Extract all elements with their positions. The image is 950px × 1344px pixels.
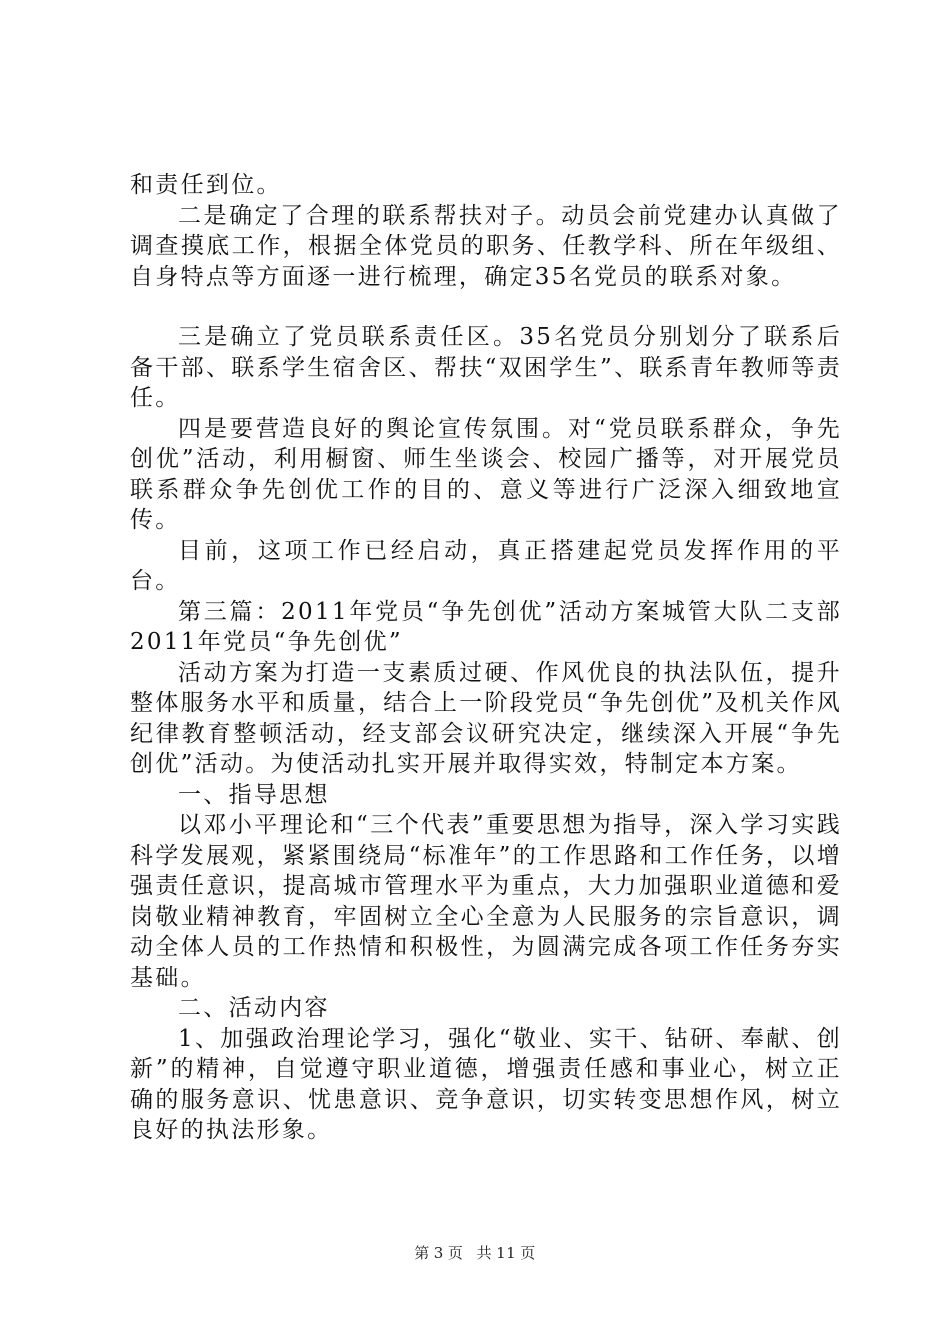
paragraph-item-3: 三是确立了党员联系责任区。35名党员分别划分了联系后备干部、联系学生宿舍区、帮扶“双困学生”、联系青年教师等责任。 [130,324,842,411]
paragraph-continuation: 和责任到位。 [130,172,282,198]
paragraph-item-2: 二是确定了合理的联系帮扶对子。动员会前党建办认真做了调查摸底工作，根据全体党员的职务、任教学科、所在年级组、自身特点等方面逐一进行梳理，确定35名党员的联系对象。 [130,202,842,290]
paragraph-plan-intro: 活动方案为打造一支素质过硬、作风优良的执法队伍，提升整体服务水平和质量，结合上一阶段党员“争先创优”及机关作风纪律教育整顿活动，经支部会议研究决定，继续深入开展“争先创优”活动。为使活动扎实开展并取得实效，特制定本方案。 [130,659,842,777]
paragraph-current-status: 目前，这项工作已经启动，真正搭建起党员发挥作用的平台。 [130,537,842,594]
page-number: 第 3 页 [414,1244,464,1262]
paragraph-item-4: 四是要营造良好的舆论宣传氛围。对“党员联系群众，争先创优”活动，利用橱窗、师生坐谈会、校园广播等，对开展党员联系群众争先创优工作的目的、意义等进行广泛深入细致地宣传。 [130,415,842,533]
heading-activity-content: 二、活动内容 [178,995,330,1021]
paragraph-activity-item-1: 1、加强政治理论学习，强化“敬业、实干、钻研、奉献、创新”的精神，自觉遵守职业道德，增强责任感和事业心，树立正确的服务意识、忧患意识、竞争意识，切实转变思想作风，树立良好的执法形象。 [130,1025,842,1143]
section-title-part-three: 第三篇：2011年党员“争先创优”活动方案城管大队二支部2011年党员“争先创优” [130,598,842,655]
heading-guiding-ideology: 一、指导思想 [178,781,330,808]
page-footer [0,1242,950,1263]
page-total: 共 11 页 [476,1244,536,1262]
document-body [130,170,842,1146]
paragraph-guiding-ideology: 以邓小平理论和“三个代表”重要思想为指导，深入学习实践科学发展观，紧紧围绕局“标准年”的工作思路和工作任务，以增强责任意识，提高城市管理水平为重点，大力加强职业道德和爱岗敬业精神教育，牢固树立全心全意为人民服务的宗旨意识，调动全体人员的工作热情和积极性，为圆满完成各项工作任务夯实基础。 [130,812,842,991]
